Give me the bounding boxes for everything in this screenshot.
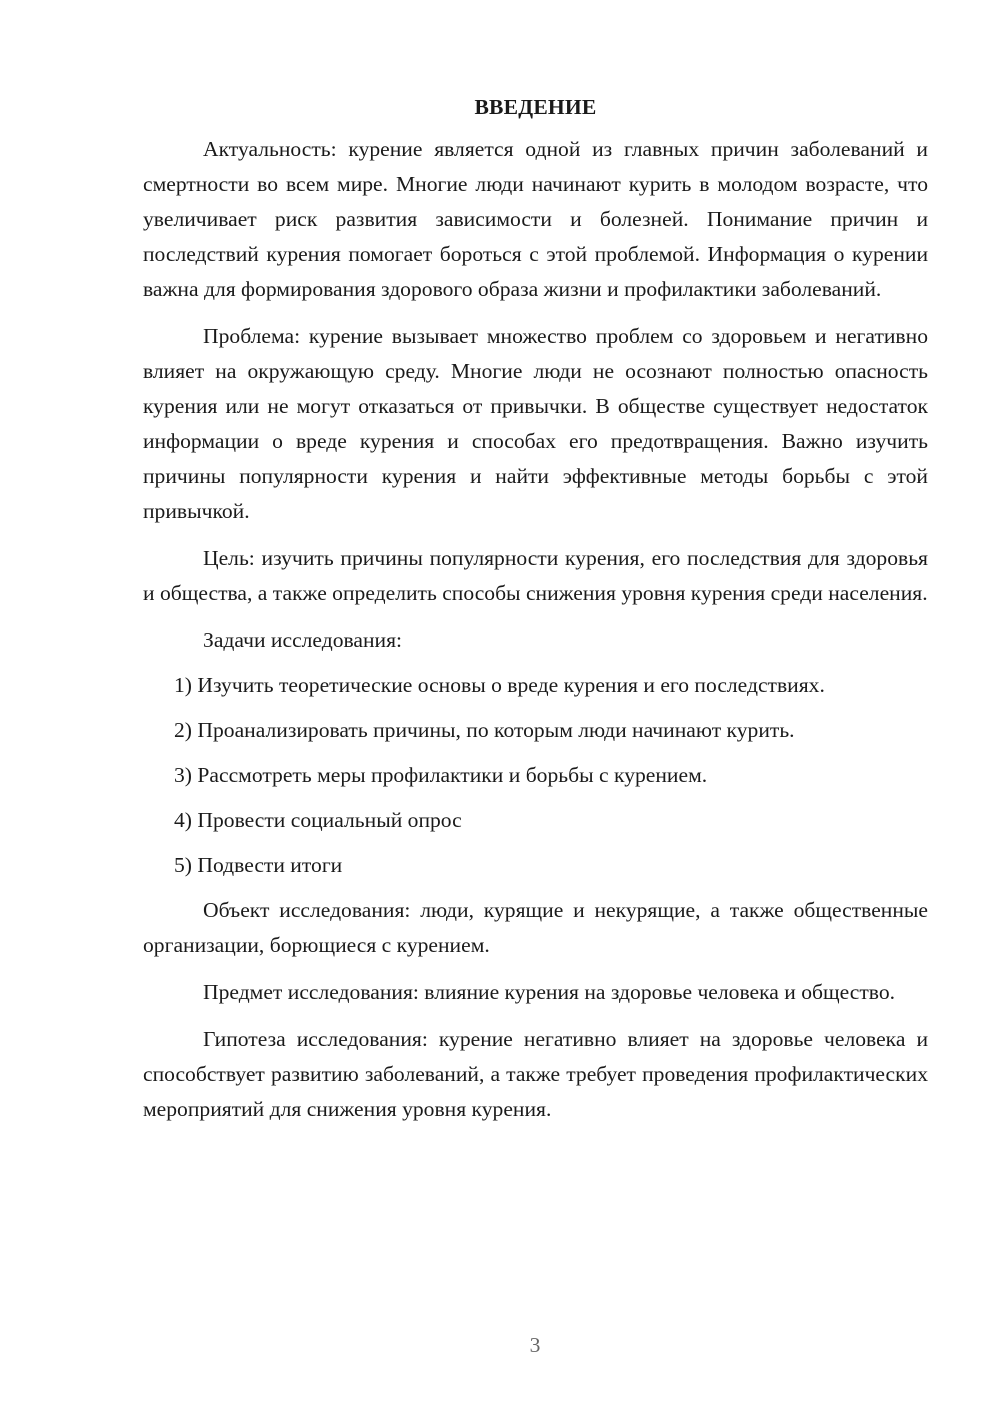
document-page xyxy=(143,90,928,1139)
tasks-list xyxy=(143,668,928,883)
paragraph-object: Объект исследования: люди, курящие и некурящие, а также общественные организации, борющиеся с курением. xyxy=(143,898,928,957)
paragraph-relevance: Актуальность: курение является одной из главных причин заболеваний и смертности во всем мире. Многие люди начинают курить в молодом возрасте, что увеличивает риск развития зависимости и болезней. Понимание причин и последствий курения помогает бороться с этой проблемой. Информация о курении важна для формирования здорового образа жизни и профилактики заболеваний. xyxy=(143,137,928,301)
task-item: 3) Рассмотреть меры профилактики и борьбы с курением. xyxy=(174,763,708,787)
paragraph-hypothesis: Гипотеза исследования: курение негативно влияет на здоровье человека и способствует развитию заболеваний, а также требует проведения профилактических мероприятий для снижения уровня курения. xyxy=(143,1027,928,1121)
task-item: 4) Провести социальный опрос xyxy=(174,808,462,832)
paragraph-problem: Проблема: курение вызывает множество проблем со здоровьем и негативно влияет на окружающую среду. Многие люди не осознают полностью опасность курения или не могут отказаться от привычки. В обществе существует недостаток информации о вреде курения и способах его предотвращения. Важно изучить причины популярности курения и найти эффективные методы борьбы с этой привычкой. xyxy=(143,324,928,523)
task-item: 5) Подвести итоги xyxy=(174,853,343,877)
tasks-heading: Задачи исследования: xyxy=(203,628,403,652)
paragraph-goal: Цель: изучить причины популярности курения, его последствия для здоровья и общества, а также определить способы снижения уровня курения среди населения. xyxy=(143,546,928,605)
page-number: 3 xyxy=(529,1333,541,1357)
task-item: 1) Изучить теоретические основы о вреде курения и его последствиях. xyxy=(174,673,825,697)
page-title: ВВЕДЕНИЕ xyxy=(474,95,597,119)
task-item: 2) Проанализировать причины, по которым люди начинают курить. xyxy=(174,718,795,742)
paragraph-subject: Предмет исследования: влияние курения на здоровье человека и общество. xyxy=(203,980,896,1004)
